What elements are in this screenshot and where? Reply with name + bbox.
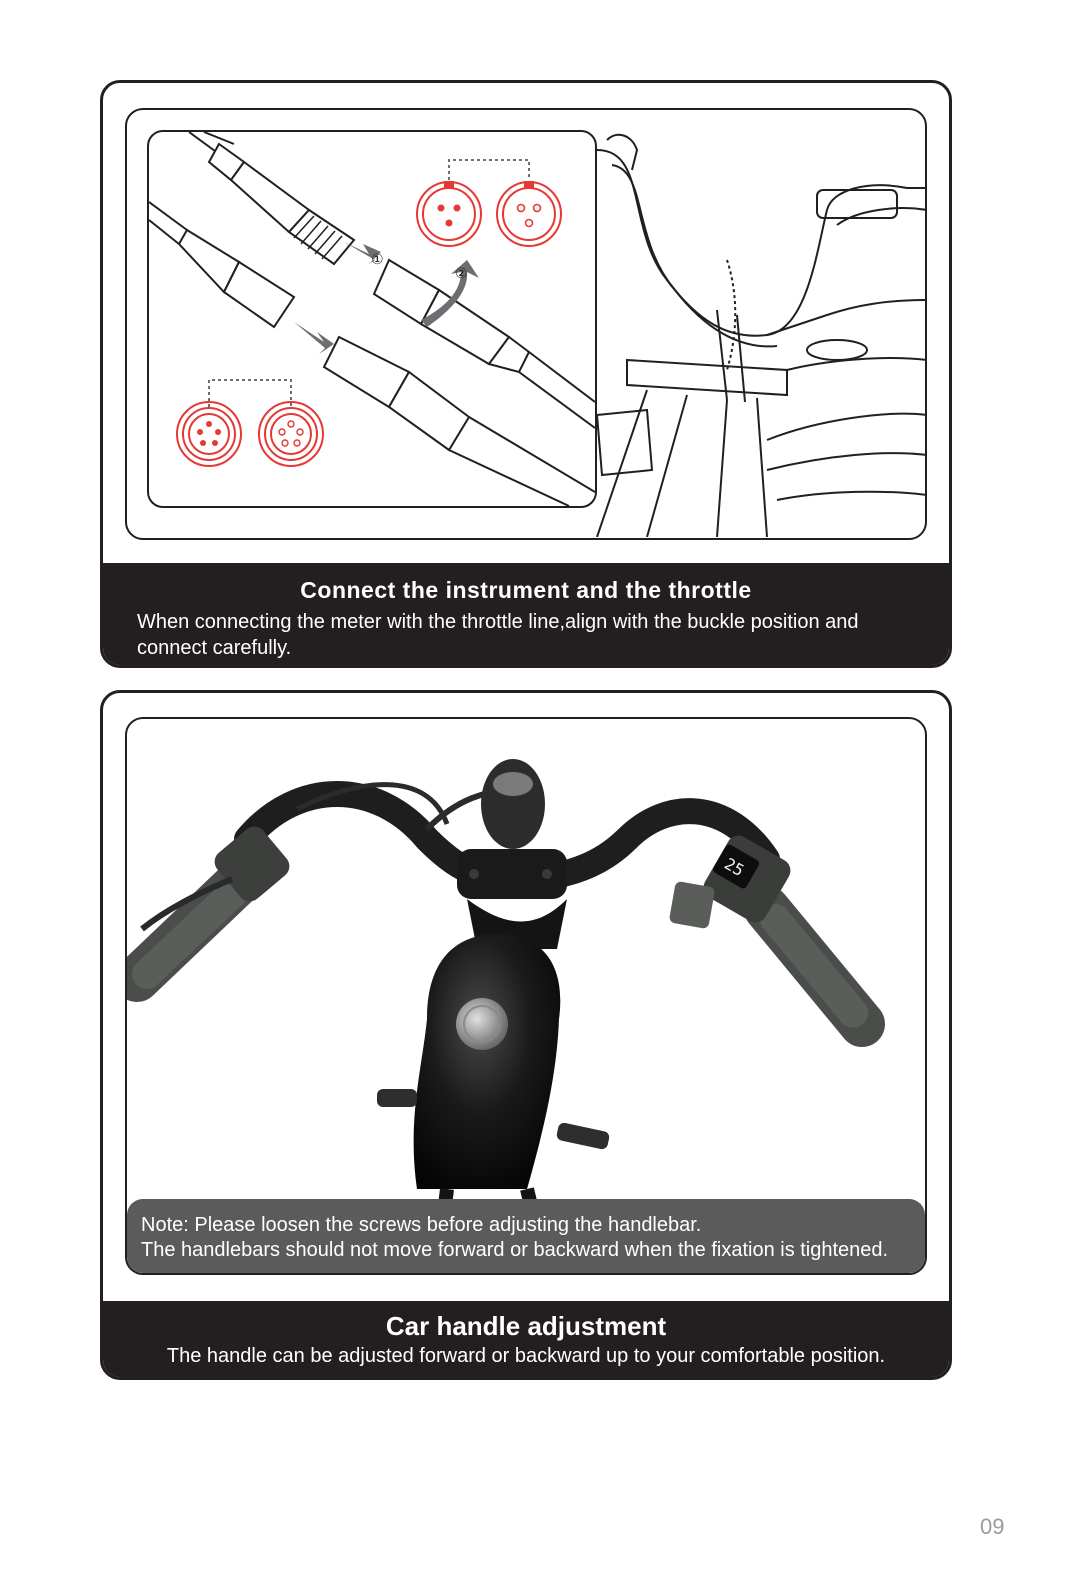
connector-illustration-frame: [125, 108, 927, 540]
section-description: When connecting the meter with the throttle line,align with the buckle position and connect carefully.: [137, 611, 859, 659]
step-2-label: ②: [455, 266, 468, 282]
connector-caption-bar: [103, 563, 949, 665]
connector-closeup: [147, 130, 597, 508]
section-title: Connect the instrument and the throttle: [300, 577, 752, 603]
note-line-2: The handlebars should not move forward or backward when the fixation is tightened.: [141, 1239, 889, 1261]
connector-closeup-drawing: [149, 132, 595, 506]
handlebar-panel: [100, 690, 952, 1380]
display-reading: 25: [721, 854, 748, 881]
handlebar-photo-frame: [125, 717, 927, 1275]
connector-panel: [100, 80, 952, 668]
note-line-1: Note: Please loosen the screws before adjusting the handlebar.: [141, 1214, 702, 1236]
step-1-label: ①: [371, 252, 384, 268]
handlebar-photo: [127, 719, 913, 1272]
handlebar-caption-bar: [103, 1301, 949, 1377]
section-title: Car handle adjustment: [385, 1311, 667, 1341]
section-description: The handle can be adjusted forward or backward up to your comfortable position.: [166, 1345, 886, 1367]
page-number: 09: [980, 1514, 1005, 1539]
note-box: [127, 1199, 925, 1273]
